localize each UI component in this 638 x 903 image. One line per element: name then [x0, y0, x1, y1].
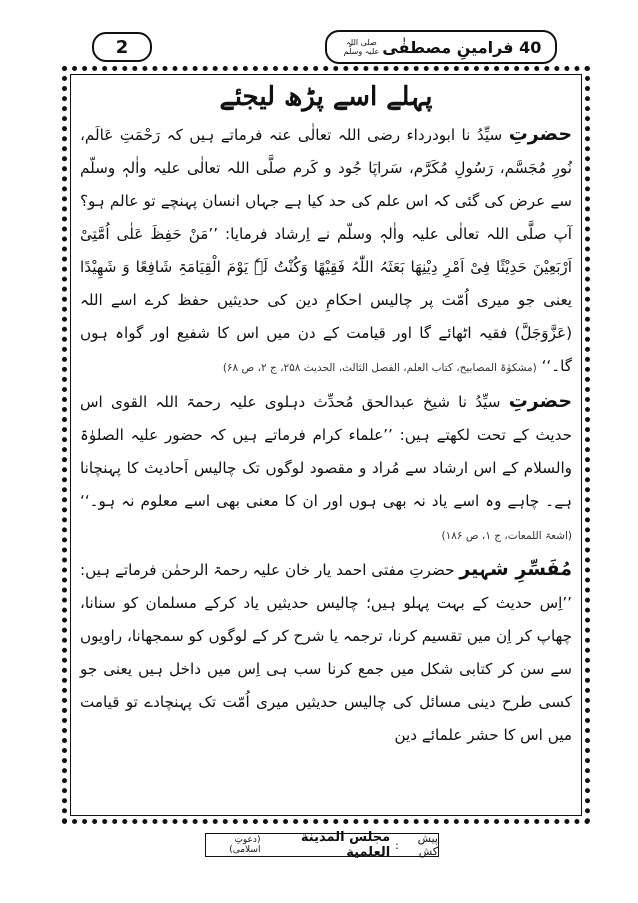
paragraph-3-text: حضرتِ مفتی احمد یار خان علیہ رحمۃ الرحمٰن فرماتے ہیں: ’’اِس حدیث کے بہت پہلو ہیں؛ چالیس حدیثیں یاد کرکے مسلمان کو سنانا، چھاپ کر اِن میں تقسیم کرنا، ترجمہ یا شرح کر کے لوگوں کو سمجھانا، راویوں سے سن کر کتابی شکل میں جمع کرنا سب ہی اِس میں داخل ہیں یعنی جو کسی طرح دینی مسائل کی چالیس حدیثیں میری اُمّت تک پہنچادے تو قیامت میں اس کا حشر علمائے دین	[80, 561, 572, 744]
paragraph-3-lead: مُفَسِّرِ شہیر	[459, 558, 572, 580]
honorific	[344, 38, 380, 56]
page-content	[80, 80, 572, 810]
page-number-badge	[92, 32, 152, 62]
paragraph-1	[80, 118, 572, 385]
paragraph-3	[80, 553, 572, 752]
paragraph-1-citation: (مشکوٰۃ المصابیح، کتاب العلم، الفصل الثالث، الحدیث ۲۵۸، ج ۲، ص ۶۸)	[222, 362, 537, 374]
paragraph-2-lead: حضرتِ	[508, 390, 573, 412]
paragraph-1-text: سیِّدُ نا ابودرداء رضی اللہ تعالٰی عنہ فرماتے ہیں کہ رَحْمَتِ عَالَم، نُورِ مُجَسَّم، رَسُولِ مُکَرَّم، سَراپَا جُود و کَرم صلَّی اللہ تعالٰی علیہ واٰلہٖ وسلّم سے عرض کی گئی کہ اس علم کی حد کیا ہے جہاں انسان پہنچے تو عالم ہو؟ آپ صلَّی اللہ تعالٰی علیہ واٰلہٖ وسلّم نے اِرشاد فرمایا: ’’مَنْ حَفِظَ عَلٰی اُمَّتِیْ اَرْبَعِیْنَ حَدِیْثًا فِیْ اَمْرِ دِیْنِھَا بَعَثَہُ اللّٰہُ فَقِیْھًا وَکُنْتُ لَہٗ یَوْمَ الْقِیَامَۃِ شَافِعًا وَ شَھِیْدًا یعنی جو میری اُمّت پر چالیس احکامِ دین کی حدیثیں حفظ کرے اسے اللہ (عَزَّوَجَلَّ) فقیہ اٹھائے گا اور قیامت کے دن میں اس کا شفیع اور گواہ ہوں گا۔‘‘	[80, 126, 572, 375]
paragraph-2	[80, 385, 572, 553]
book-title-badge	[325, 30, 557, 64]
paragraph-2-text: سیِّدُ نا شیخ عبدالحق مُحدِّث دہلوی علیہ رحمۃ اللہ القوی اس حدیث کے تحت لکھتے ہیں: ’’علماء کرام فرماتے ہیں کہ حضور علیہ الصلوٰۃ والسلام کے اس ارشاد سے مُراد و مقصود لوگوں تک چالیس اَحادیث کا پہنچانا ہے۔ چاہے وہ اسے یاد نہ بھی ہوں اور ان کا معنی بھی اسے معلوم نہ ہو۔‘‘	[80, 393, 572, 510]
paragraph-1-lead: حضرتِ	[508, 123, 573, 145]
honorific-bottom: علیہ وسلّم	[343, 47, 380, 56]
publisher-footer: پیش کش : مجلس المدينة العلمية (دعوتِ اسلامی)	[205, 833, 439, 857]
honorific-top: صلی اللہ	[346, 38, 377, 47]
paragraph-2-citation: (اشعۃ اللمعات، ج ۱، ص ۱۸۶)	[441, 530, 572, 542]
footer-parenthetical: (دعوتِ اسلامی)	[229, 835, 261, 855]
page-heading: پہلے اسے پڑھ لیجئے	[219, 82, 433, 112]
footer-prefix: پیش کش	[417, 832, 438, 858]
page-number: 2	[115, 36, 129, 58]
book-title: 40 فرامینِ مصطفٰی	[382, 37, 542, 57]
footer-publisher: مجلس المدينة العلمية	[300, 830, 391, 860]
